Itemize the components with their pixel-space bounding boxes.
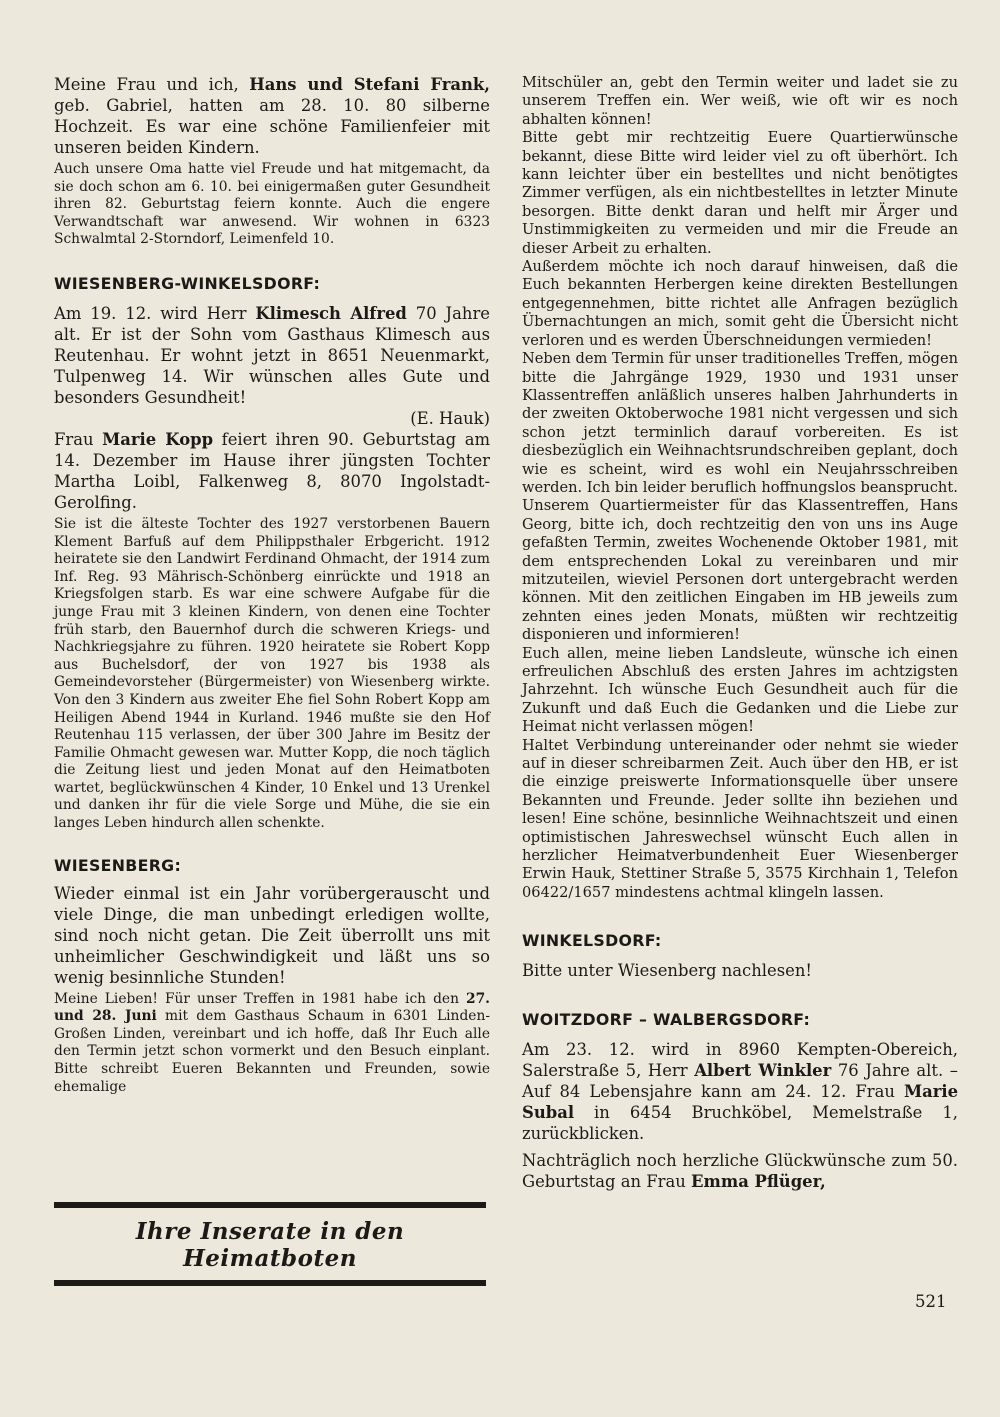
text: Nachträglich noch herzliche Glückwünsche zum 50. Geburtstag an Frau (522, 1151, 958, 1192)
intro-paragraph-2: Auch unsere Oma hatte viel Freude und hat mitgemacht, da sie doch schon am 6. 10. bei einigermaßen guter Gesundheit ihren 82. Geburtstag feiern konnte. Auch die engere Verwandtschaft war anwesend. Wir wohnen in 6323 Schwalmtal 2-Storndorf, Leimenfeld 10. (54, 161, 490, 248)
paragraph: Euch allen, meine lieben Landsleute, wünsche ich einen erfreulichen Abschluß des ersten Jahres im achtzigsten Jahrzehnt. Ich wünsche Euch Gesundheit auch für die Zukunft und daß Euch die Gedanken und die Liebe zur Heimat nicht verlassen mögen! (522, 644, 958, 736)
text: geb. Gabriel, hatten am 28. 10. 80 silberne Hochzeit. Es war eine schöne Familienfeier mit unseren beiden Kindern. (54, 96, 490, 157)
text: in 6454 Bruchköbel, Memelstraße 1, zurückblicken. (522, 1103, 958, 1144)
right-column (522, 74, 958, 1192)
page-number: 521 (915, 1292, 947, 1311)
paragraph: Unserem Quartiermeister für das Klassentreffen, Hans Georg, bitte ich, doch rechtzeitig den von uns ins Auge gefaßten Termin, zweites Wochenende Oktober 1981, mit dem entsprechenden Lokal zu vereinbaren und mir mitzuteilen, wieviel Personen dort untergebracht werden können. Mit den zeitlichen Eingaben im HB jeweils zum zehnten eines jeden Monats, müßten wir rechtzeitig disponieren und informieren! (522, 497, 958, 644)
wiesenberg-meeting (54, 991, 490, 1097)
meeting-date: 27. und 28. Juni (54, 990, 490, 1025)
name-klimesch-alfred: Klimesch Alfred (255, 303, 407, 323)
paragraph: Haltet Verbindung untereinander oder nehmt sie wieder auf in dieser schreibarmen Zeit. Auch über den HB, er ist die einzige preiswerte Informationsquelle über unsere Bekannten und Freunde. Jeder sollte ihn beziehen und lesen! Eine schöne, besinnliche Weihnachtszeit und einen optimistischen Jahreswechsel wünscht Euch allen in herzlicher Heimatverbundenheit Euer Wiesenberger Erwin Hauk, Stettiner Straße 5, 3575 Kirchhain 1, Telefon 06422/1657 mindestens achtmal klingeln lassen. (522, 736, 958, 901)
text: Am 23. 12. wird in 8960 Kempten-Obereich, Salerstraße 5, Herr (522, 1040, 958, 1081)
klimesch-paragraph (54, 303, 490, 408)
banner-slogan: Ihre Inserate in den Heimatboten (135, 1218, 405, 1272)
woitzdorf-paragraph (522, 1039, 958, 1144)
kopp-biography: Sie ist die älteste Tochter des 1927 verstorbenen Bauern Klement Barfuß auf dem Philippsthaler Erbgericht. 1912 heiratete sie den Landwirt Ferdinand Ohmacht, der 1914 zum Inf. Reg. 93 Mährisch-Schönberg einrückte und 1918 an Kriegsfolgen starb. Es war eine schwere Aufgabe für die junge Frau mit 3 kleinen Kindern, von denen eine Tochter früh starb, den Bauernhof durch die schweren Kriegs- und Nachkriegsjahre zu führen. 1920 heiratete sie Robert Kopp aus Buchelsdorf, der von 1927 bis 1938 als Gemeindevorsteher (Bürgermeister) von Wiesenberg wirkte. Von den 3 Kindern aus zweiter Ehe fiel Sohn Robert Kopp am Heiligen Abend 1944 in Kurland. 1946 mußte sie den Hof Reutenhau 115 verlassen, der über 300 Jahre im Besitz der Familie Ohmacht gewesen war. Mutter Kopp, die noch täglich die Zeitung liest und jeden Monat auf den Heimatboten wartet, beglückwünschen 4 Kinder, 10 Enkel und 13 Urenkel und danken ihr für die viele Sorge und Mühe, die sie ein langes Leben hindurch allen schenkte. (54, 515, 490, 832)
intro-paragraph (54, 74, 490, 158)
paragraph: Bitte gebt mir rechtzeitig Euere Quartierwünsche bekannt, diese Bitte wird leider viel zu oft überhört. Ich kann leichter über ein bestelltes und nicht benötigtes Zimmer verfügen, als ein nichtbestelltes in letzter Minute besorgen. Bitte denkt daran und helft mir Ärger und Unstimmigkeiten zu vermeiden und mir die Freude an dieser Arbeit zu erhalten. (522, 129, 958, 257)
pflueger-paragraph (522, 1150, 958, 1192)
heading-winkelsdorf: WINKELSDORF: (522, 931, 662, 951)
text: Frau (54, 429, 103, 449)
signature-hauk: (E. Hauk) (410, 408, 490, 428)
name-marie-kopp: Marie Kopp (102, 429, 214, 449)
text: Meine Frau und ich, (54, 75, 250, 94)
heading-wiesenberg-winkelsdorf: WIESENBERG-WINKELSDORF: (54, 273, 321, 293)
text: mit dem Gasthaus Schaum in 6301 Linden-Großen Linden, vereinbart und ich hoffe, daß Ihr Euch alle den Termin jetzt schon vormerkt und den Besuch einplant. Bitte schreibt Eueren Bekannten und Freunden, sowie ehemalige (54, 1008, 490, 1095)
banner-rule-bottom (54, 1280, 486, 1286)
left-column (54, 74, 490, 1096)
advertisement-banner (54, 1202, 486, 1286)
paragraph: Mitschüler an, gebt den Termin weiter und ladet sie zu unserem Treffen ein. Wer weiß, wie oft wir es noch abhalten können! (522, 74, 958, 128)
text: 76 Jahre alt. – Auf 84 Lebensjahre kann am 24. 12. Frau (522, 1061, 959, 1102)
name-marie-subal: Marie Subal (522, 1082, 958, 1123)
kopp-paragraph (54, 429, 490, 513)
paragraph: Neben dem Termin für unser traditionelles Treffen, mögen bitte die Jahrgänge 1929, 1930 und 1931 unser Klassentreffen anläßlich unseres halben Jahrhunderts in der zweiten Oktoberwoche 1981 nicht vergessen und sich schon jetzt terminlich darauf vorbereiten. Es ist diesbezüglich ein Weihnachtsrundschreiben geplant, doch wie es scheint, wird es wohl ein Neujahrsschreiben werden. Ich bin leider beruflich hoffnungslos beansprucht. (522, 350, 958, 496)
text: Meine Lieben! Für unser Treffen in 1981 habe ich den (54, 990, 466, 1007)
text: Am 19. 12. wird Herr (54, 303, 256, 323)
text: feiert ihren 90. Geburtstag am 14. Dezember im Hause ihrer jüngsten Tochter Martha Loibl, Falkenweg 8, 8070 Ingolstadt-Gerolfing. (54, 429, 491, 512)
text: 70 Jahre alt. Er ist der Sohn vom Gasthaus Klimesch aus Reutenhau. Er wohnt jetzt in 8651 Neuenmarkt, Tulpenweg 14. Wir wünschen alles Gute und besonders Gesundheit! (54, 303, 490, 407)
name-emma-pflueger: Emma Pflüger, (691, 1172, 826, 1192)
name-albert-winkler: Albert Winkler (694, 1061, 832, 1081)
heading-wiesenberg: WIESENBERG: (54, 855, 182, 875)
name-hans-stefani-frank: Hans und Stefani Frank, (249, 75, 490, 94)
winkelsdorf-note: Bitte unter Wiesenberg nachlesen! (522, 961, 812, 981)
paragraph: Außerdem möchte ich noch darauf hinweisen, daß die Euch bekannten Herbergen keine direkten Bestellungen entgegennehmen, bitte richtet alle Anfragen bezüglich Übernachtungen an mich, somit geht die Übersicht nicht verloren und es werden Überschneidungen vermieden! (522, 258, 958, 349)
heading-woitzdorf-walbergsdorf: WOITZDORF – WALBERGSDORF: (522, 1010, 811, 1030)
wiesenberg-intro: Wieder einmal ist ein Jahr vorübergerauscht und viele Dinge, die man unbedingt erledigen wollte, sind noch nicht getan. Die Zeit überrollt uns mit unheimlicher Geschwindigkeit und läßt uns so wenig besinnliche Stunden! (54, 883, 490, 987)
